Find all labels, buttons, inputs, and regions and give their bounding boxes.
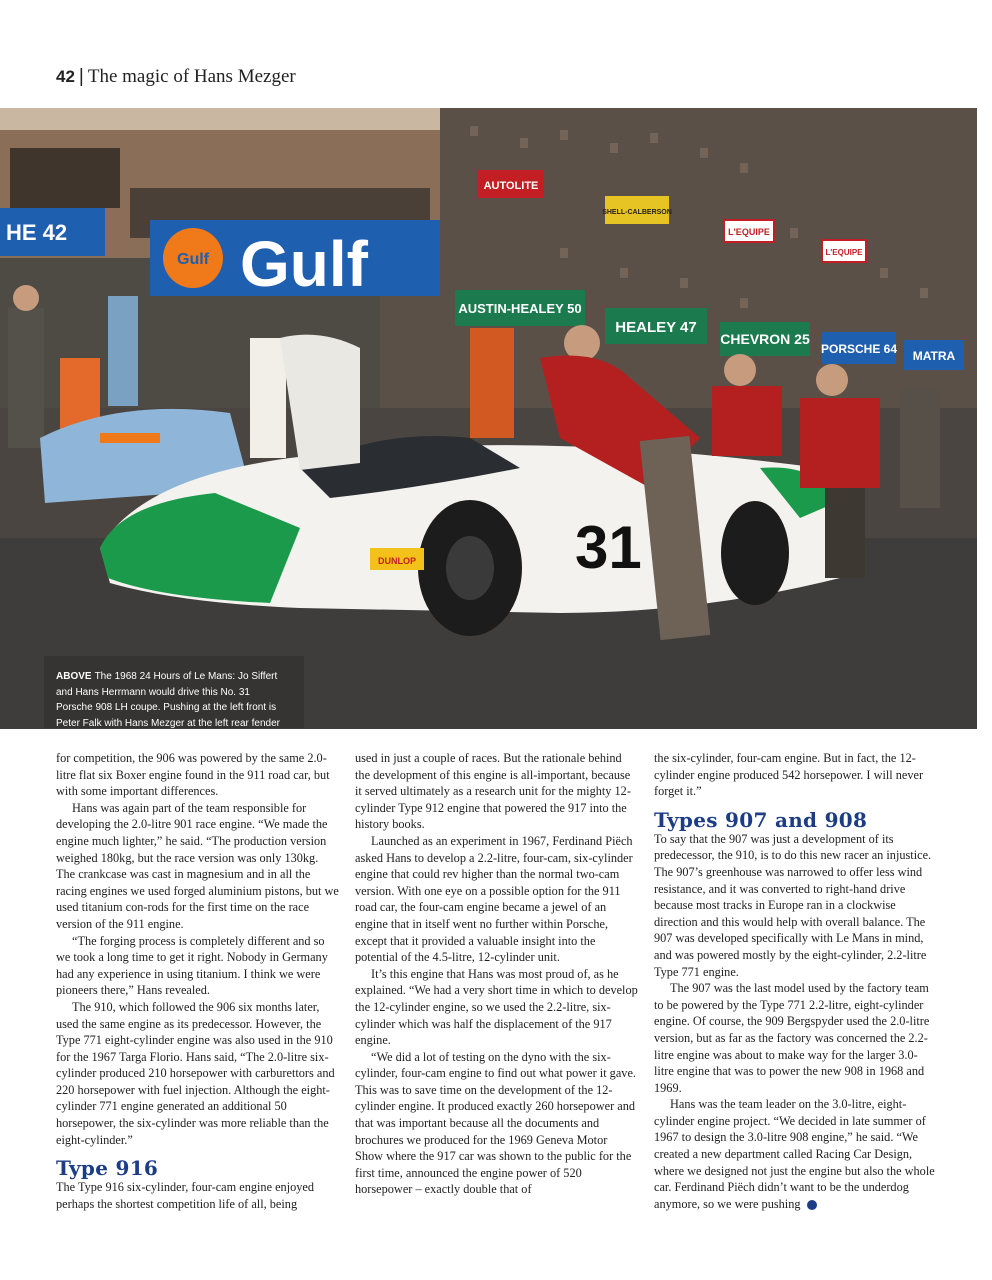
- paragraph: To say that the 907 was just a development of its predecessor, the 910, is to do this new racer an injustice. The 907’s greenhouse was narrowed to offer less wind resistance, and it was converted to right-hand drive because most tracks in Europe ran in a clockwise direction and this would help with overall balance. The 907 was developed specifically with Le Mans in mind, and was powered mostly by the eight-cylinder, 2.2-litre Type 771 engine.: [654, 831, 932, 979]
- dunlop-decal-text: DUNLOP: [378, 556, 416, 566]
- car-number: 31: [575, 514, 642, 581]
- lequipe-sign-1-text: L'EQUIPE: [728, 227, 770, 237]
- subheading-type-916: Type 916: [56, 1156, 159, 1181]
- paragraph: the six-cylinder, four-cam engine. But in fact, the 12-cylinder engine produced 542 horsepower. I will never forget it.”: [654, 751, 924, 799]
- matra-sign-text: MATRA: [912, 349, 956, 363]
- rear-wheel: [721, 501, 789, 605]
- paragraph: Hans was again part of the team responsible for developing the 2.0-litre 901 race engine. “We made the engine much lighter,” he said. “The production version weighed 180kg, but the race version was only 130kg. The crankcase was cast in magnesium and in all the racing engines we used forged aluminium pistons, but we used titanium con-rods for the first time on the race version of the 911 engine.: [56, 800, 339, 931]
- paragraph: “We did a lot of testing on the dyno with the six-cylinder, four-cam engine to find out what power it gave. This was to save time on the development of the 12-cylinder engine. It produced exactly 260 horsepower and that was important because all the documents and brochures we produced for the 1969 Geneva Motor Show where the 917 car was shown to the public for the first time, announced the engine power of 520 horsepower – exactly double that of: [355, 1049, 636, 1197]
- header-separator: |: [78, 66, 84, 87]
- gulf-sign-text: Gulf: [240, 228, 368, 300]
- running-header: [56, 66, 296, 88]
- paragraph: It’s this engine that Hans was most proud of, as he explained. “We had a very short time in which to develop the 12-cylinder engine, so we used the 2.2-litre, six-cylinder which was half the displacement of the 917 engine.: [355, 966, 638, 1048]
- arrow-right-icon: ➜: [807, 1200, 817, 1210]
- paragraph: The 910, which followed the 906 six months later, used the same engine as its predecessor. However, the Type 771 eight-cylinder engine was also used in the 910 for the 1967 Targa Florio. Hans said, “The 2.0-litre six-cylinder produced 210 horsepower with carburettors and 220 horsepower with fuel injection. Although the eight-cylinder 771 engine generated an additional 50 horsepower, the six-cylinder was more reliable than the eight-cylinder.”: [56, 999, 335, 1147]
- chevron-sign-text: CHEVRON 25: [720, 331, 810, 347]
- subheading-types-907-908: Types 907 and 908: [654, 807, 868, 832]
- paragraph: Launched as an experiment in 1967, Ferdinand Piëch asked Hans to develop a 2.2-litre, four-cam, six-cylinder engine that could rev higher than the normal two-cam version. With one eye on a possible option for the 911 road car, the four-cam engine became a jewel of an engine that in itself went no further within Porsche, except that it provided a valuable insight into the potential of the 4.5-litre, 12-cylinder unit.: [355, 833, 633, 965]
- text-column-3: [654, 750, 937, 1212]
- shell-sign-text: SHELL-CALBERSON: [602, 209, 672, 216]
- paragraph: The 907 was the last model used by the factory team to be powered by the Type 771 2.2-litre, eight-cylinder engine. Of course, the 909 Bergspyder used the 2.0-litre version, but as far as the factory was concerned the 2.2-litre engine was about to make way for the larger 3.0-litre engine that was to power the new 908 in 1968 and 1969.: [654, 981, 930, 1095]
- text-column-1: [56, 750, 339, 1212]
- lequipe-sign-2-text: L'EQUIPE: [825, 248, 863, 257]
- autolite-sign-text: AUTOLITE: [483, 180, 539, 192]
- porsche-sign-text: PORSCHE 64: [820, 342, 898, 356]
- paragraph-text: Hans was the team leader on the 3.0-litre, eight-cylinder engine project. “We decided in late summer of 1967 to design the 3.0-litre 908 engine,” he said. “We created a new department called Racing Car Design, where we designed not just the engine but also the whole car. Ferdinand Piëch didn’t want to be the underdog anymore, so we were pushing: [654, 1097, 935, 1211]
- page-number: 42: [56, 67, 75, 86]
- healey-sign-text: HEALEY 47: [615, 319, 697, 336]
- austin-healey-sign-text: AUSTIN-HEALEY 50: [458, 301, 582, 316]
- photo-caption: [56, 669, 288, 729]
- paragraph: [654, 1096, 937, 1212]
- caption-text: The 1968 24 Hours of Le Mans: Jo Siffert and Hans Herrmann would drive this No. 31 Porsche 908 LH coupe. Pushing at the left front is Peter Falk with Hans Mezger at the left rear fender: [56, 671, 280, 729]
- gulf-badge-text: Gulf: [177, 251, 209, 268]
- paragraph: The Type 916 six-cylinder, four-cam engine enjoyed perhaps the shortest competition life of all, being: [56, 1180, 315, 1211]
- paragraph: “The forging process is completely different and so we took a long time to get it right. Nobody in Germany had any experience in using titanium. I think we were pioneers there,” Hans revealed.: [56, 933, 328, 998]
- text-column-2: [355, 750, 638, 1198]
- paragraph: for competition, the 906 was powered by the same 2.0-litre flat six Boxer engine found in the 911 road car, but with some important differences.: [56, 751, 330, 799]
- section-title: The magic of Hans Mezger: [87, 66, 296, 87]
- he42-sign-text: HE 42: [6, 220, 68, 245]
- paragraph: used in just a couple of races. But the rationale behind the development of this engine is all-important, because it served ultimately as a research unit for the mighty 12-cylinder Type 912 engine that powered the 917 into the history books.: [355, 751, 631, 832]
- photo-illustration: [0, 108, 977, 729]
- race-photo: [0, 108, 977, 729]
- caption-lead: ABOVE: [56, 671, 92, 682]
